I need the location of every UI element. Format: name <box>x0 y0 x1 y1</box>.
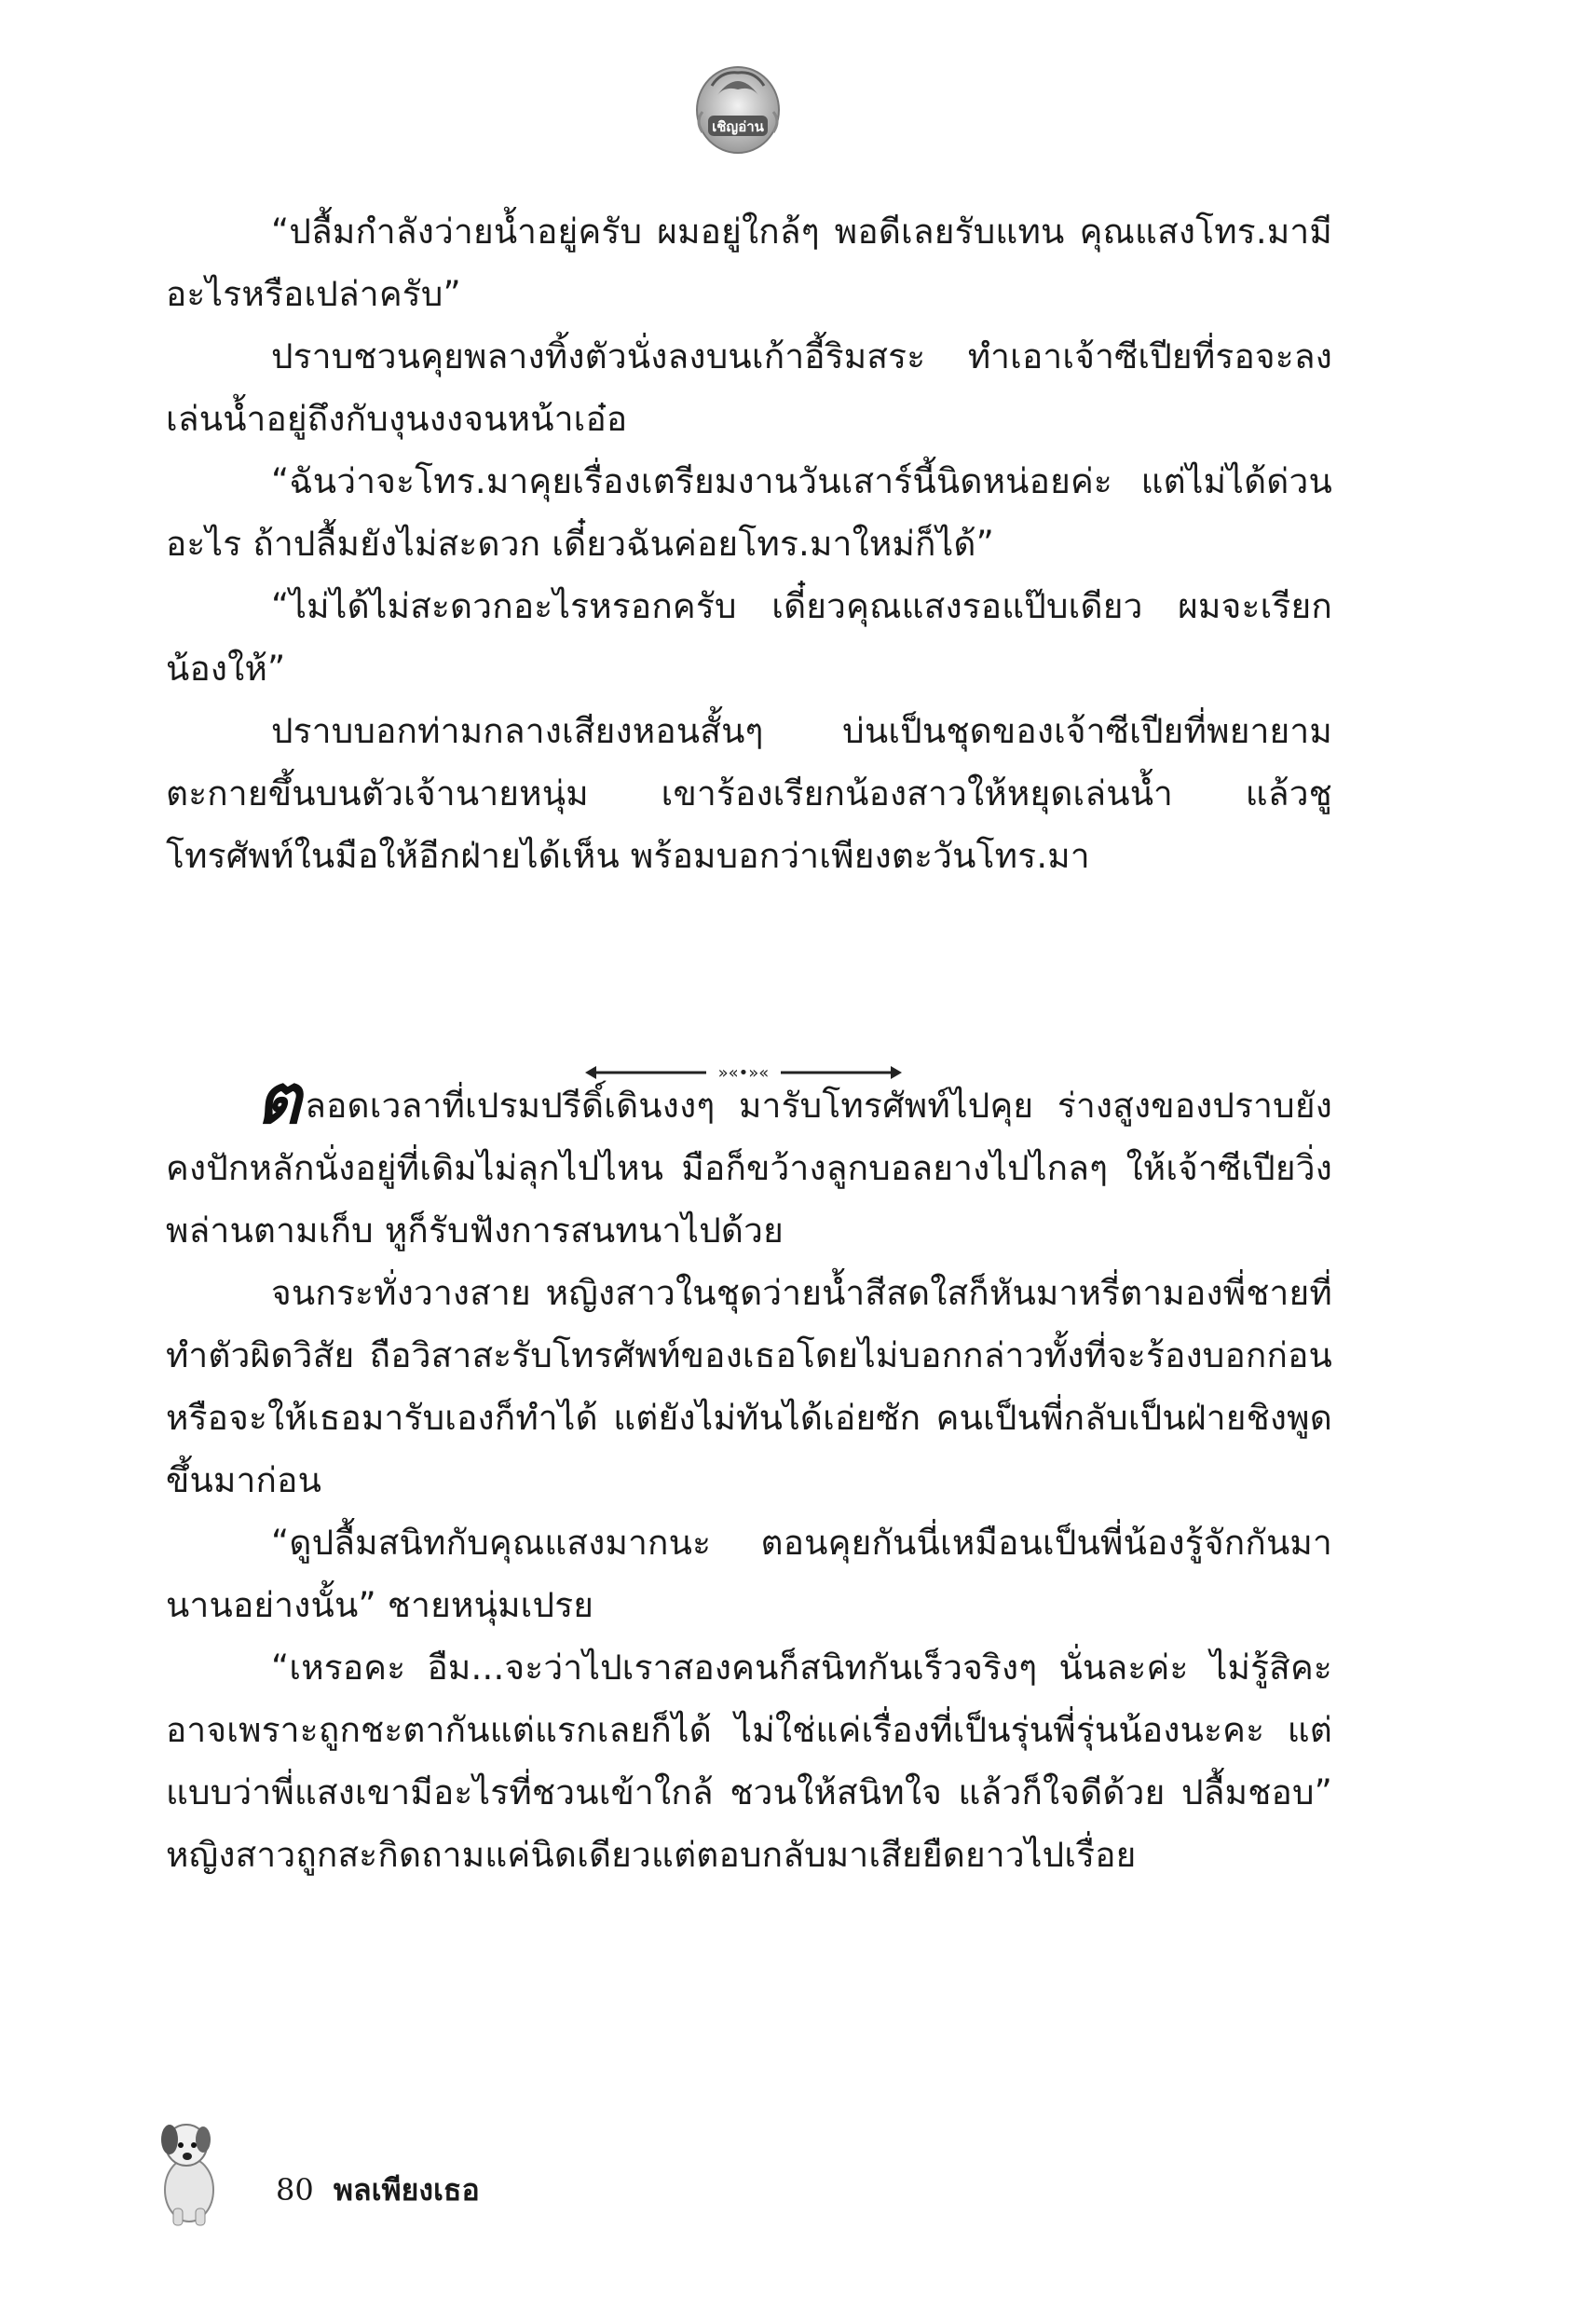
paragraph: “ไม่ได้ไม่สะดวกอะไรหรอกครับ เดี๋ยวคุณแสงรอแป๊บเดียว ผมจะเรียกน้องให้” <box>166 586 1332 689</box>
puppy-icon <box>147 2106 231 2227</box>
paragraph-text: ลอดเวลาที่เปรมปรีดิ์เดินงงๆ มารับโทรศัพท์ไปคุย ร่างสูงของปราบยังคงปักหลักนั่งอยู่ที่เดิมไม่ลุกไปไหน มือก็ขว้างลูกบอลยางไปไกลๆ ให้เจ้าซีเปียวิ่งพล่านตามเก็บ หูก็รับฟังการสนทนาไปด้วย <box>166 1086 1332 1251</box>
body-text-bottom <box>166 1060 1332 1886</box>
book-title: พลเพียงเธอ <box>333 2172 480 2208</box>
page-number: 80 <box>276 2172 314 2208</box>
paragraph: “เหรอคะ อืม...จะว่าไปเราสองคนก็สนิทกันเร็วจริงๆ นั่นละค่ะ ไม่รู้สิคะ อาจเพราะถูกชะตากันแต่แรกเลยก็ได้ ไม่ใช่แค่เรื่องที่เป็นรุ่นพี่รุ่นน้องนะคะ แต่แบบว่าพี่แสงเขามีอะไรที่ชวนเข้าใกล้ ชวนให้สนิทใจ แล้วก็ใจดีด้วย ปลื้มชอบ” หญิงสาวถูกสะกิดถามแค่นิดเดียวแต่ตอบกลับมาเสียยืดยาวไปเรื่อย <box>166 1648 1332 1875</box>
logo-text: เชิญอ่าน <box>712 118 764 135</box>
paragraph-with-drop-cap <box>166 1060 1332 1262</box>
body-text-top <box>166 200 1332 887</box>
paragraph: จนกระทั่งวางสาย หญิงสาวในชุดว่ายน้ำสีสดใสก็หันมาหรี่ตามองพี่ชายที่ทำตัวผิดวิสัย ถือวิสาสะรับโทรศัพท์ของเธอโดยไม่บอกกล่าวทั้งที่จะร้องบอกก่อนหรือจะให้เธอมารับเองก็ทำได้ แต่ยังไม่ทันได้เอ่ยซัก คนเป็นพี่กลับเป็นฝ่ายชิงพูดขึ้นมาก่อน <box>166 1273 1332 1500</box>
paragraph: ปราบบอกท่ามกลางเสียงหอนสั้นๆ บ่นเป็นชุดของเจ้าซีเปียที่พยายามตะกายขึ้นบนตัวเจ้านายหนุ่ม เขาร้องเรียกน้องสาวให้หยุดเล่นน้ำ แล้วชูโทรศัพท์ในมือให้อีกฝ่ายได้เห็น พร้อมบอกว่าเพียงตะวันโทร.มา <box>166 711 1332 876</box>
svg-text:»«•»«: »«•»« <box>717 1063 770 1083</box>
folio <box>276 2171 480 2208</box>
paragraph: “ฉันว่าจะโทร.มาคุยเรื่องเตรียมงานวันเสาร์นี้นิดหน่อยค่ะ แต่ไม่ได้ด่วนอะไร ถ้าปลื้มยังไม่สะดวก เดี๋ยวฉันค่อยโทร.มาใหม่ก็ได้” <box>166 461 1332 564</box>
paragraph: “ดูปลื้มสนิทกับคุณแสงมากนะ ตอนคุยกันนี่เหมือนเป็นพี่น้องรู้จักกันมานานอย่างนั้น” ชายหนุ่มเปรย <box>166 1523 1332 1625</box>
paragraph: ปราบชวนคุยพลางทิ้งตัวนั่งลงบนเก้าอี้ริมสระ ทำเอาเจ้าซีเปียที่รอจะลงเล่นน้ำอยู่ถึงกับงุนงงจนหน้าเอ๋อ <box>166 336 1332 439</box>
page-footer <box>147 2106 706 2227</box>
paragraph: “ปลื้มกำลังว่ายน้ำอยู่ครับ ผมอยู่ใกล้ๆ พอดีเลยรับแทน คุณแสงโทร.มามีอะไรหรือเปล่าครับ” <box>166 212 1332 314</box>
drop-cap: ต <box>256 1060 302 1140</box>
book-crest-icon <box>689 58 786 158</box>
